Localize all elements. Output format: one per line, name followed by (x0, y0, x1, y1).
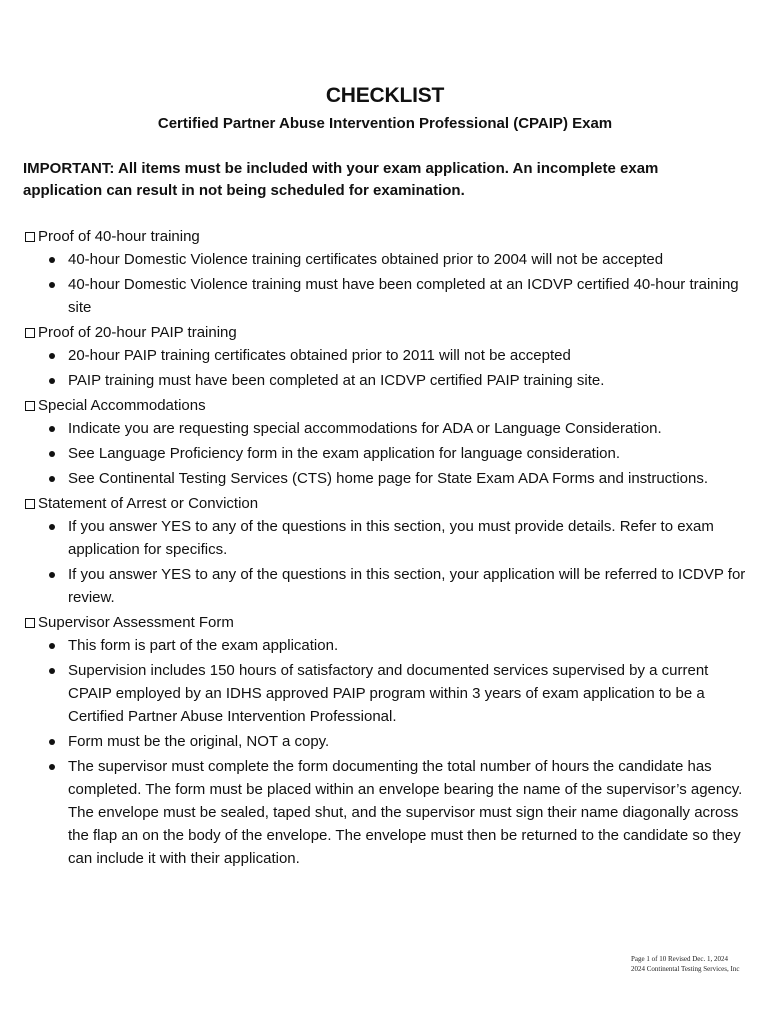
list-item-text: The supervisor must complete the form documenting the total number of hours the candidate has completed. The form must be placed within an envelope bearing the name of the supervisor’s agency. The envelope must be sealed, taped shut, and the supervisor must sign their name diagonally across the flap an on the body of the envelope. The envelope must then be returned to the candidate so they can include it with their application. (68, 758, 743, 867)
checklist-item-label: Proof of 20-hour PAIP training (38, 324, 237, 341)
bullet-icon (49, 643, 55, 649)
checklist-item-heading (23, 321, 748, 344)
checklist-item-heading (23, 611, 748, 634)
list-item-text: Indicate you are requesting special accommodations for ADA or Language Consideration. (68, 420, 662, 437)
list-item (23, 369, 748, 392)
checkbox-icon (25, 232, 35, 242)
checkbox-icon (25, 618, 35, 628)
checklist-section (23, 394, 748, 490)
checkbox-icon (25, 401, 35, 411)
list-item-text: See Language Proficiency form in the exam application for language consideration. (68, 445, 621, 462)
checklist-item-heading (23, 394, 748, 417)
list-item (23, 344, 748, 367)
checklist-section (23, 225, 748, 319)
bullet-list (23, 417, 748, 490)
list-item (23, 755, 748, 870)
bullet-list (23, 634, 748, 870)
checklist-item-label: Special Accommodations (38, 397, 206, 414)
list-item-text: Supervision includes 150 hours of satisfactory and documented services supervised by a current CPAIP employed by an IDHS approved PAIP program within 3 years of exam application to be a Certified Partner Abuse Intervention Professional. (68, 662, 709, 725)
list-item-text: 40-hour Domestic Violence training must have been completed at an ICDVP certified 40-hour training site (68, 276, 739, 316)
checklist-item-label: Statement of Arrest or Conviction (38, 495, 259, 512)
list-item (23, 659, 748, 728)
bullet-icon (49, 426, 55, 432)
list-item-text: This form is part of the exam application. (68, 637, 339, 654)
bullet-icon (49, 353, 55, 359)
bullet-icon (49, 572, 55, 578)
footer-copyright: 2024 Continental Testing Services, Inc (631, 965, 740, 973)
bullet-list (23, 344, 748, 392)
checklist-item-label: Supervisor Assessment Form (38, 614, 234, 631)
bullet-icon (49, 764, 55, 770)
bullet-icon (49, 282, 55, 288)
checklist-section (23, 321, 748, 392)
bullet-icon (49, 476, 55, 482)
list-item (23, 248, 748, 271)
checkbox-icon (25, 499, 35, 509)
checkbox-icon (25, 328, 35, 338)
list-item-text: Form must be the original, NOT a copy. (68, 733, 330, 750)
list-item (23, 273, 748, 319)
list-item-text: PAIP training must have been completed at an ICDVP certified PAIP training site. (68, 372, 605, 389)
checklist-item-heading (23, 492, 748, 515)
list-item-text: 20-hour PAIP training certificates obtained prior to 2011 will not be accepted (68, 347, 571, 364)
list-item-text: See Continental Testing Services (CTS) home page for State Exam ADA Forms and instructions. (68, 470, 709, 487)
checklist-item-label: Proof of 40-hour training (38, 228, 200, 245)
list-item-text: If you answer YES to any of the questions in this section, your application will be referred to ICDVP for review. (68, 566, 746, 606)
footer-page-info: Page 1 of 10 Revised Dec. 1, 2024 (631, 955, 729, 963)
list-item (23, 730, 748, 753)
checklist-sections (23, 225, 748, 872)
bullet-icon (49, 524, 55, 530)
page-title: CHECKLIST (325, 84, 445, 107)
list-item (23, 442, 748, 465)
list-item (23, 563, 748, 609)
bullet-icon (49, 739, 55, 745)
bullet-icon (49, 668, 55, 674)
bullet-icon (49, 378, 55, 384)
bullet-list (23, 515, 748, 609)
bullet-icon (49, 451, 55, 457)
bullet-icon (49, 257, 55, 263)
page-footer (631, 954, 739, 974)
bullet-list (23, 248, 748, 319)
checklist-item-heading (23, 225, 748, 248)
page-subtitle: Certified Partner Abuse Intervention Professional (CPAIP) Exam (157, 115, 613, 132)
list-item (23, 515, 748, 561)
checklist-section (23, 492, 748, 609)
list-item (23, 467, 748, 490)
list-item-text: 40-hour Domestic Violence training certificates obtained prior to 2004 will not be accepted (68, 251, 664, 268)
list-item (23, 634, 748, 657)
checklist-section (23, 611, 748, 870)
list-item-text: If you answer YES to any of the questions in this section, you must provide details. Refer to exam application for specifics. (68, 518, 714, 558)
list-item (23, 417, 748, 440)
important-notice: IMPORTANT: All items must be included with your exam application. An incomplete exam application can result in not being scheduled for examination. (23, 160, 659, 199)
